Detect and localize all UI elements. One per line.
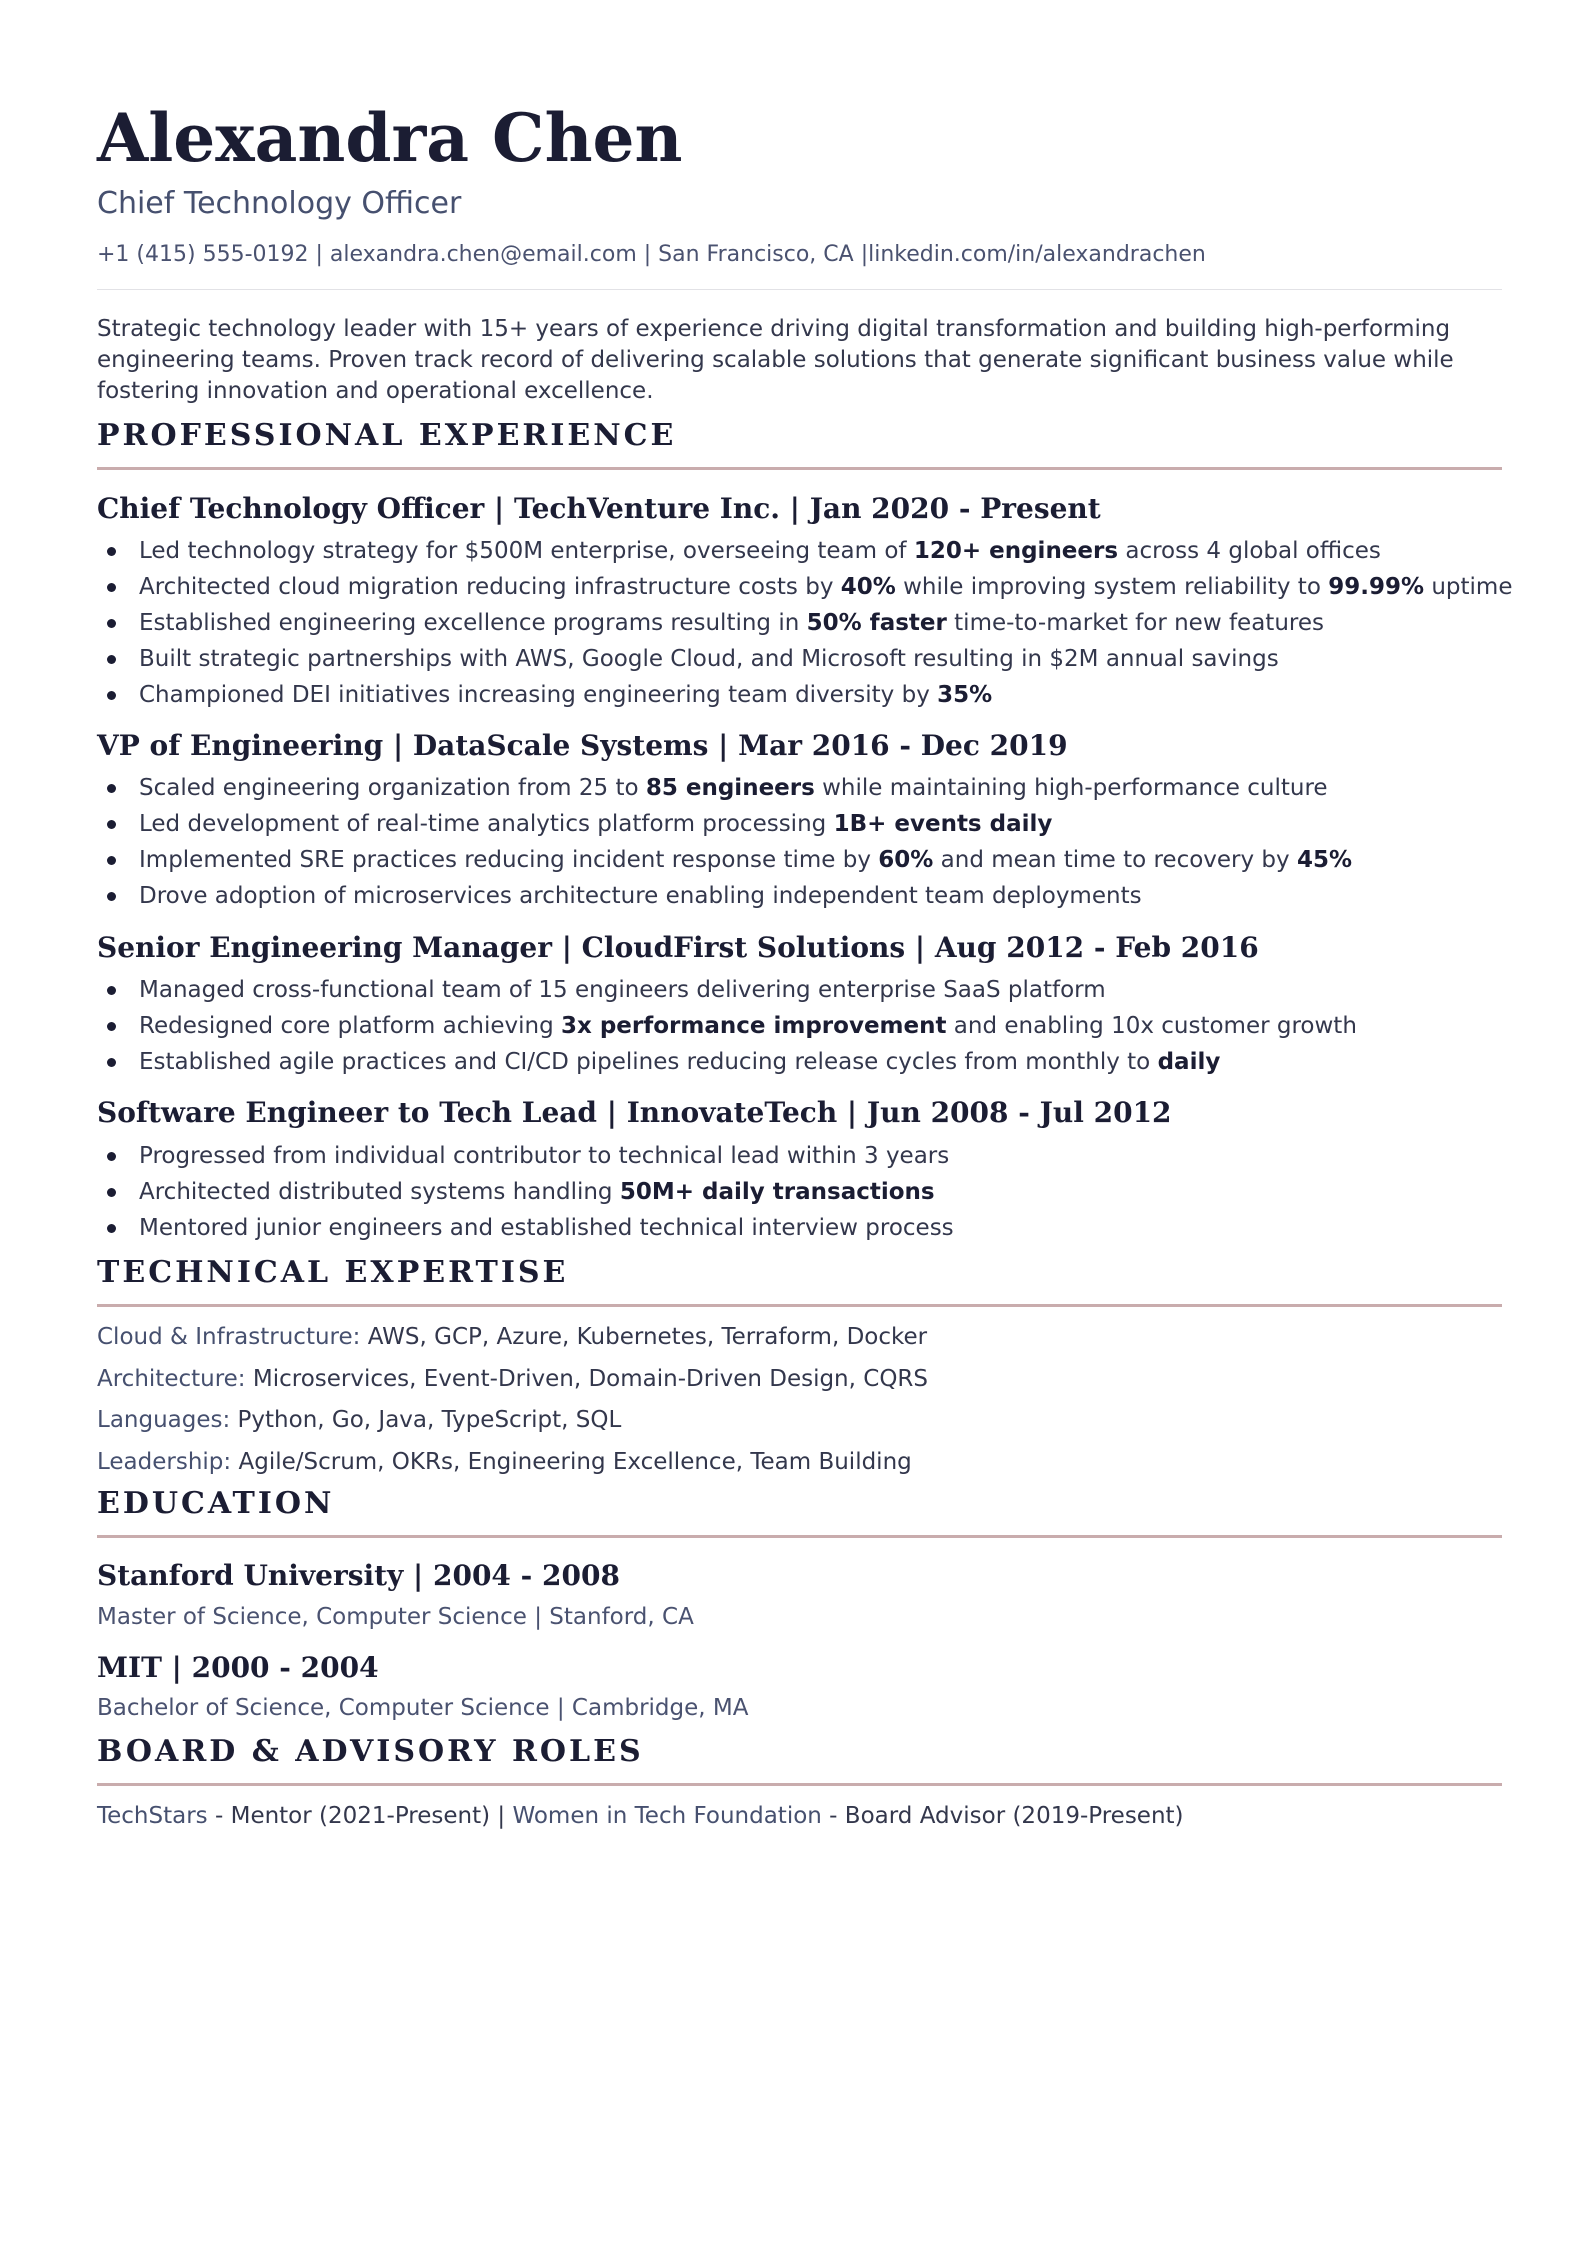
skill-row: [97, 1362, 928, 1396]
location: San Francisco, CA: [658, 242, 854, 267]
skill-value: Python, Go, Java, TypeScript, SQL: [230, 1407, 622, 1433]
skill-value: AWS, GCP, Azure, Kubernetes, Terraform, Docker: [360, 1324, 928, 1350]
job-bullets: [97, 770, 1502, 914]
skill-label: Cloud & Infrastructure:: [97, 1324, 361, 1350]
section-divider: [97, 1304, 1502, 1307]
candidate-title: Chief Technology Officer: [97, 186, 462, 221]
contact-divider: [97, 289, 1502, 290]
job-bullets: [97, 1138, 1502, 1246]
education-degree: Master of Science, Computer Science | Stanford, CA: [97, 1604, 694, 1630]
separator: |: [643, 242, 659, 267]
board-roles-line: [97, 1799, 1184, 1833]
bullet-item: Led technology strategy for $500M enterprise, overseeing team of 120+ engineers across 4 global offices: [97, 533, 1502, 569]
bullet-item: Championed DEI initiatives increasing engineering team diversity by 35%: [97, 677, 1502, 713]
section-divider: [97, 1783, 1502, 1786]
phone-number: +1 (415) 555-0192: [97, 242, 309, 267]
skill-label: Languages:: [97, 1407, 231, 1433]
separator: |: [315, 242, 330, 267]
job-bullets: [97, 533, 1513, 713]
bullet-item: Architected cloud migration reducing infrastructure costs by 40% while improving system reliability to 99.99% uptime: [97, 569, 1502, 605]
section-heading-experience: PROFESSIONAL EXPERIENCE: [97, 418, 677, 453]
professional-summary: Strategic technology leader with 15+ years of experience driving digital transformation and building high-performing engineering teams. Proven track record of delivering scalable solutions that generate significant business value while fostering innovation and operational excellence.: [97, 316, 1454, 404]
bullet-item: Established agile practices and CI/CD pipelines reducing release cycles from monthly to daily: [97, 1044, 1502, 1080]
skill-label: Architecture:: [97, 1366, 246, 1392]
section-divider: [97, 467, 1502, 470]
board-role: - Mentor (2021-Present) |: [207, 1803, 513, 1829]
skill-value: Agile/Scrum, OKRs, Engineering Excellence, Team Building: [231, 1449, 912, 1475]
bullet-item: Drove adoption of microservices architecture enabling independent team deployments: [97, 878, 1502, 914]
contact-line: [97, 240, 1206, 270]
bullet-item: Architected distributed systems handling 50M+ daily transactions: [97, 1174, 1502, 1210]
education-degree: Bachelor of Science, Computer Science | Cambridge, MA: [97, 1695, 749, 1721]
job-bullets: [97, 972, 1502, 1080]
bullet-item: Implemented SRE practices reducing incident response time by 60% and mean time to recovery by 45%: [97, 842, 1502, 878]
board-role: - Board Advisor (2019-Present): [821, 1803, 1184, 1829]
job-title: VP of Engineering | DataScale Systems | Mar 2016 - Dec 2019: [97, 729, 1068, 762]
board-org: TechStars: [97, 1803, 208, 1829]
bullet-item: Established engineering excellence programs resulting in 50% faster time-to-market for new features: [97, 605, 1502, 641]
job-title: Senior Engineering Manager | CloudFirst Solutions | Aug 2012 - Feb 2016: [97, 931, 1259, 964]
section-heading-education: EDUCATION: [97, 1486, 335, 1521]
section-heading-skills: TECHNICAL EXPERTISE: [97, 1255, 569, 1290]
bullet-item: Scaled engineering organization from 25 to 85 engineers while maintaining high-performance culture: [97, 770, 1502, 806]
candidate-name: Alexandra Chen: [97, 99, 683, 177]
bullet-item: Managed cross-functional team of 15 engineers delivering enterprise SaaS platform: [97, 972, 1502, 1008]
email-address: alexandra.chen@email.com: [329, 242, 637, 267]
bullet-item: Led development of real-time analytics platform processing 1B+ events daily: [97, 806, 1502, 842]
bullet-item: Progressed from individual contributor to technical lead within 3 years: [97, 1138, 1502, 1174]
bullet-item: Redesigned core platform achieving 3x performance improvement and enabling 10x customer growth: [97, 1008, 1502, 1044]
separator: |: [860, 242, 869, 267]
skill-label: Leadership:: [97, 1449, 232, 1475]
job-title: Chief Technology Officer | TechVenture Inc. | Jan 2020 - Present: [97, 492, 1101, 525]
education-school: MIT | 2000 - 2004: [97, 1651, 379, 1684]
skill-row: [97, 1403, 621, 1437]
bullet-item: Mentored junior engineers and established technical interview process: [97, 1210, 1502, 1246]
bullet-item: Built strategic partnerships with AWS, Google Cloud, and Microsoft resulting in $2M annual savings: [97, 641, 1502, 677]
board-org: Women in Tech Foundation: [512, 1803, 822, 1829]
skill-row: [97, 1445, 912, 1479]
skill-value: Microservices, Event-Driven, Domain-Driven Design, CQRS: [245, 1366, 929, 1392]
skill-row: [97, 1320, 927, 1354]
section-heading-board: BOARD & ADVISORY ROLES: [97, 1734, 644, 1769]
education-school: Stanford University | 2004 - 2008: [97, 1559, 620, 1592]
job-title: Software Engineer to Tech Lead | InnovateTech | Jun 2008 - Jul 2012: [97, 1096, 1172, 1129]
section-divider: [97, 1535, 1502, 1538]
linkedin-url: linkedin.com/in/alexandrachen: [868, 242, 1206, 267]
